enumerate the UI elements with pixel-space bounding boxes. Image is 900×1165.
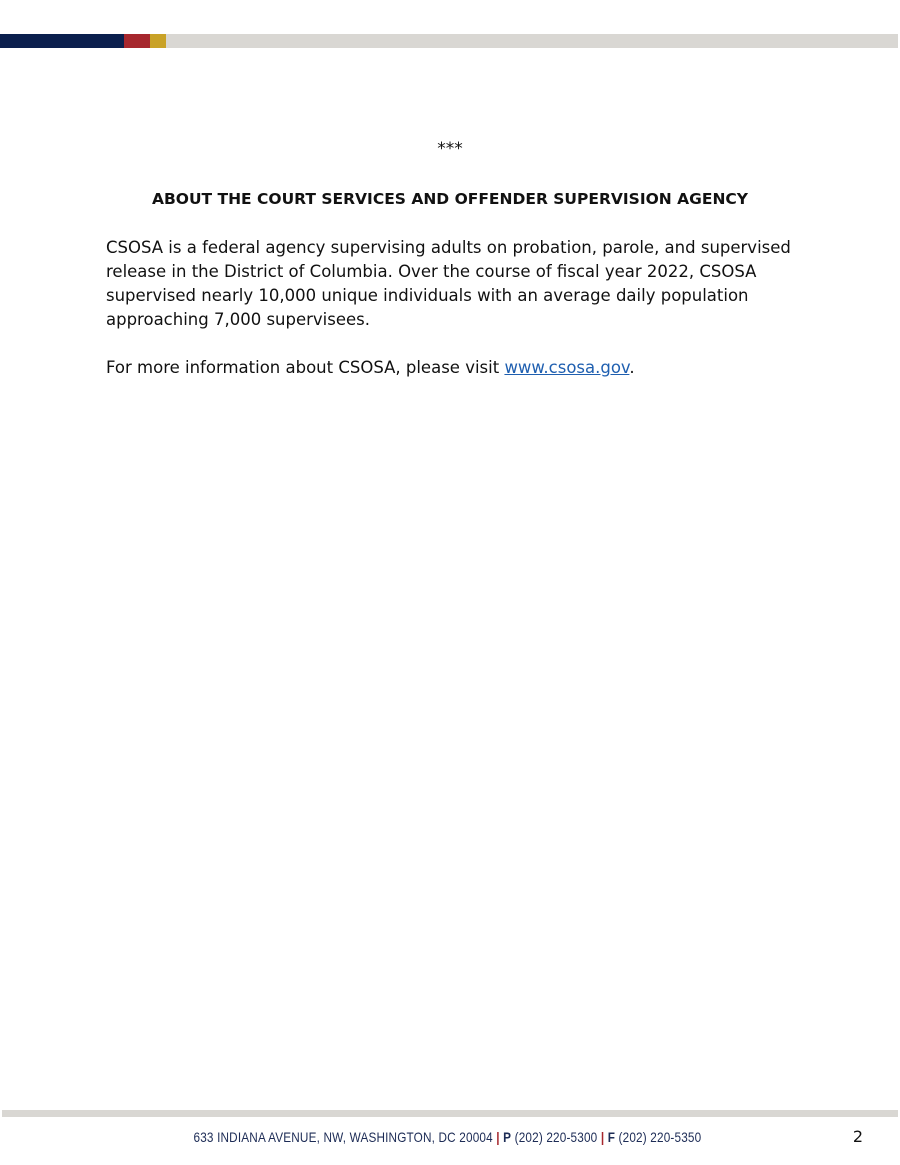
header-bar-red-segment <box>124 34 150 48</box>
about-heading: ABOUT THE COURT SERVICES AND OFFENDER SUPERVISION AGENCY <box>151 190 749 208</box>
footer-phone-label: P <box>503 1129 512 1145</box>
footer-separator: | <box>600 1129 605 1145</box>
footer-contact-line <box>72 1127 824 1147</box>
footer-divider-bar <box>2 1110 898 1117</box>
footer-fax-label: F <box>607 1129 616 1145</box>
page-number: 2 <box>852 1127 864 1146</box>
footer-address: 633 INDIANA AVENUE, NW, WASHINGTON, DC 20004 <box>193 1129 493 1145</box>
header-bar-navy-segment <box>0 34 124 48</box>
footer-phone: (202) 220-5300 <box>514 1129 598 1145</box>
header-color-bar <box>0 34 898 48</box>
more-info-suffix: . <box>629 358 635 377</box>
header-bar-gold-segment <box>150 34 166 48</box>
more-info-paragraph <box>106 356 796 380</box>
csosa-website-link[interactable]: www.csosa.gov <box>504 358 630 377</box>
about-paragraph: CSOSA is a federal agency supervising adults on probation, parole, and supervised release in the District of Columbia. Over the course of fiscal year 2022, CSOSA supervised nearly 10,000 unique individuals with an average daily population approaching 7,000 supervisees. <box>106 238 791 329</box>
section-divider-stars: *** <box>437 139 463 159</box>
footer-fax: (202) 220-5350 <box>618 1129 702 1145</box>
footer-separator: | <box>496 1129 500 1145</box>
more-info-prefix: For more information about CSOSA, please visit <box>106 358 505 377</box>
